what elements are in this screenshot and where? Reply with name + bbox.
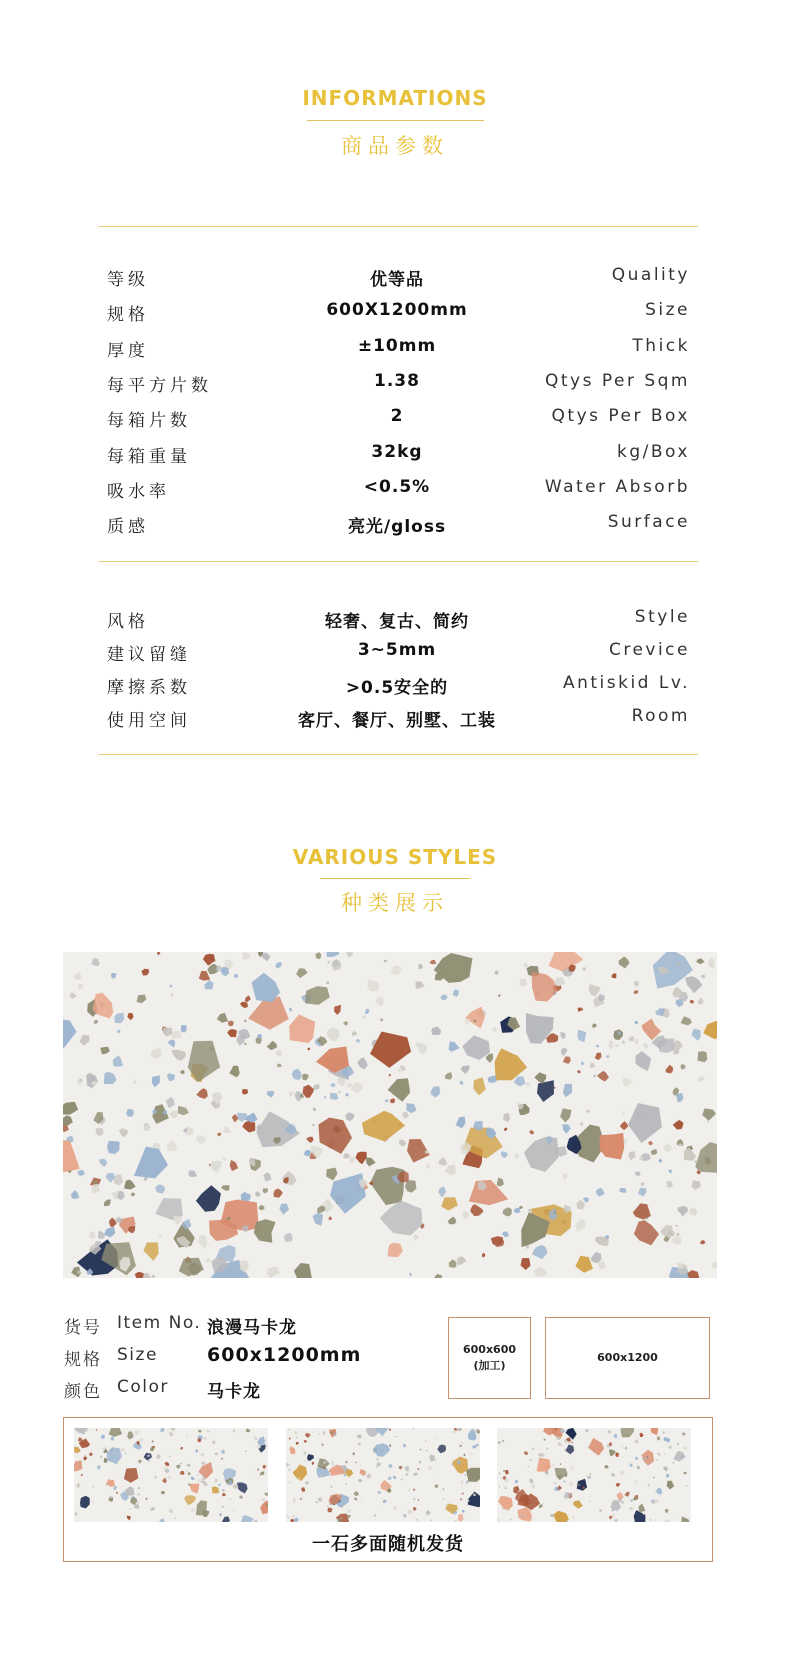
- spec-value: 优等品: [370, 270, 424, 290]
- spec-label-en: Size: [645, 300, 690, 321]
- size-label-en: Size: [117, 1345, 158, 1365]
- terrazzo-tile-image: [63, 952, 717, 1278]
- spec-table-bottom-rule: [99, 754, 698, 755]
- size-row: [64, 1345, 404, 1371]
- spec-label: 厚度: [107, 340, 149, 361]
- spec-value: 1.38: [374, 370, 420, 391]
- spec-label: 规格: [107, 305, 149, 326]
- random-shipping-caption: 一石多面随机发货: [312, 1534, 464, 1555]
- color-value: 马卡龙: [207, 1382, 261, 1402]
- spec-value: 客厅、餐厅、别墅、工装: [298, 711, 496, 731]
- spec-value: <0.5%: [363, 476, 431, 497]
- size-option-600x1200-label: 600x1200: [597, 1351, 658, 1364]
- size-value: 600x1200mm: [207, 1344, 362, 1366]
- terrazzo-thumbnail-2: [286, 1428, 480, 1522]
- color-label-en: Color: [117, 1377, 169, 1397]
- color-row: [64, 1377, 404, 1403]
- spec-value: 32kg: [371, 441, 423, 462]
- informations-title-underline: [307, 120, 484, 121]
- informations-title-en: INFORMATIONS: [302, 86, 488, 110]
- informations-title-cn: 商品参数: [341, 134, 449, 158]
- terrazzo-thumbnail-3: [497, 1428, 691, 1522]
- spec-row: [107, 706, 690, 730]
- spec-value: 轻奢、复古、简约: [325, 612, 469, 632]
- spec-value: 2: [390, 406, 404, 427]
- spec-row: [107, 336, 690, 360]
- item-number-label-cn: 货号: [64, 1318, 102, 1338]
- spec-label: 每箱片数: [107, 411, 191, 432]
- spec-label: 每箱重量: [107, 446, 191, 467]
- spec-value: 亮光/gloss: [347, 517, 447, 538]
- spec-row: [107, 640, 690, 664]
- spec-label-en: Antiskid Lv.: [562, 673, 690, 693]
- spec-row: [107, 371, 690, 395]
- spec-label-en: Room: [631, 706, 690, 726]
- spec-label: 等级: [107, 270, 149, 290]
- color-label-cn: 颜色: [64, 1382, 102, 1402]
- spec-label-en: Quality: [611, 265, 690, 285]
- spec-value: ±10mm: [357, 335, 437, 356]
- spec-label-en: Qtys Per Box: [551, 406, 690, 427]
- spec-row: [107, 300, 690, 324]
- spec-row: [107, 406, 690, 430]
- spec-row: [107, 607, 690, 631]
- spec-label: 每平方片数: [107, 375, 212, 396]
- spec-table-top-rule: [99, 226, 698, 227]
- spec-label-en: Style: [634, 607, 690, 627]
- size-option-600x600[interactable]: [448, 1317, 531, 1399]
- spec-row: [107, 265, 690, 289]
- spec-label-en: Qtys Per Sqm: [544, 370, 690, 391]
- spec-label-en: Surface: [607, 512, 690, 533]
- spec-row: [107, 477, 690, 501]
- styles-title-en: VARIOUS STYLES: [292, 845, 498, 869]
- spec-row: [107, 512, 690, 536]
- spec-table-middle-rule: [99, 561, 698, 562]
- spec-label: 建议留缝: [107, 645, 191, 665]
- size-option-600x600-label: 600x600: [462, 1343, 517, 1356]
- styles-title-cn: 种类展示: [341, 891, 449, 915]
- spec-label: 质感: [107, 517, 149, 538]
- spec-value: 3~5mm: [357, 640, 437, 660]
- spec-label-en: kg/Box: [617, 441, 690, 462]
- spec-row: [107, 442, 690, 466]
- item-number-label-en: Item No.: [117, 1313, 202, 1333]
- item-number-row: [64, 1313, 404, 1339]
- spec-label: 摩擦系数: [107, 678, 191, 698]
- size-option-600x1200[interactable]: [545, 1317, 710, 1399]
- spec-row: [107, 673, 690, 697]
- styles-title-underline: [320, 878, 470, 879]
- spec-value: 600X1200mm: [326, 300, 468, 321]
- spec-label: 吸水率: [107, 481, 170, 502]
- size-option-600x600-note: (加工): [473, 1359, 506, 1372]
- spec-label-en: Crevice: [608, 640, 690, 660]
- spec-label: 风格: [107, 612, 149, 632]
- size-label-cn: 规格: [64, 1350, 102, 1370]
- item-number-value: 浪漫马卡龙: [207, 1318, 297, 1338]
- spec-value: >0.5安全的: [345, 678, 449, 698]
- spec-label-en: Water Absorb: [544, 476, 690, 497]
- terrazzo-thumbnail-1: [74, 1428, 268, 1522]
- spec-label-en: Thick: [632, 335, 690, 356]
- spec-label: 使用空间: [107, 711, 191, 731]
